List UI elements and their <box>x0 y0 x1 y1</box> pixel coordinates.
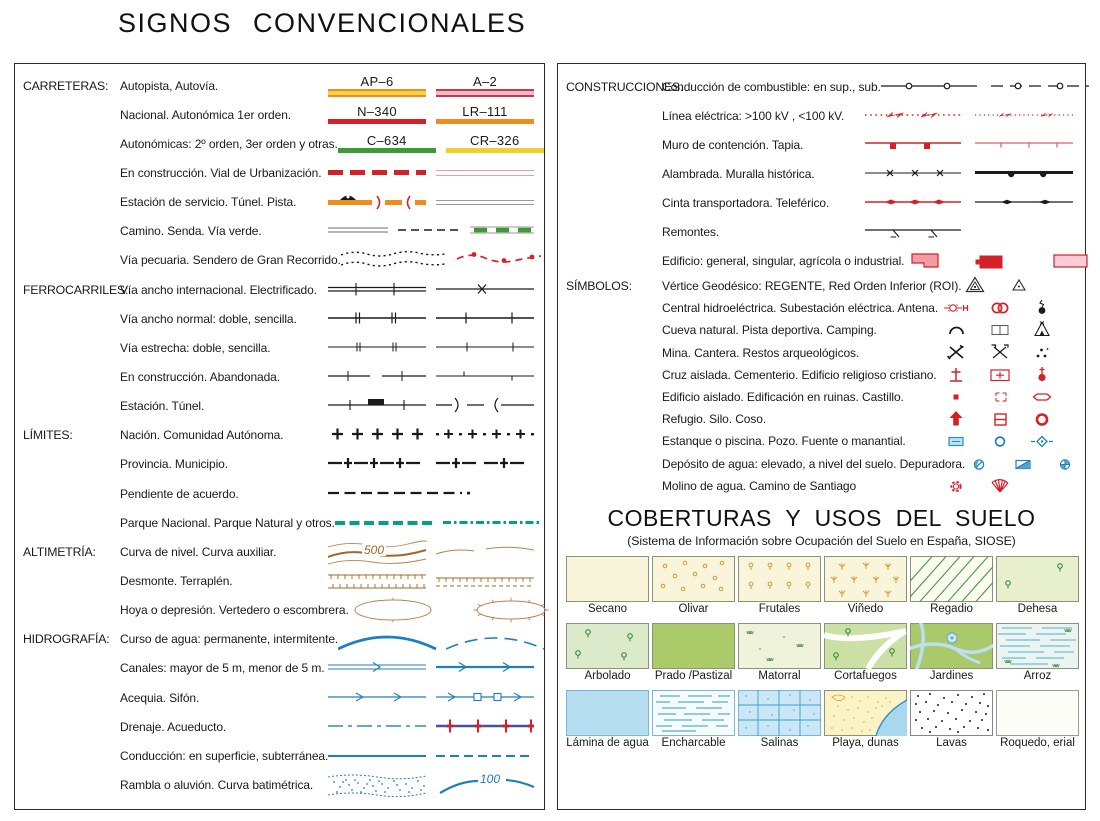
central-subestacion-antena-icon <box>942 297 1077 319</box>
remontes-symbol <box>865 218 1077 246</box>
category-altimetria: ALTIMETRÍA: <box>23 544 96 559</box>
row-parques: Parque Nacional. Parque Natural y otros. <box>23 508 538 537</box>
refugio-silo-coso-icon <box>942 408 1077 430</box>
landcover-cell-secano: Secano <box>566 556 649 615</box>
estacion-tunel-symbol <box>328 392 538 420</box>
landcover-cell-salinas: Salinas <box>738 690 821 749</box>
autonomicas-symbol <box>338 134 548 153</box>
cueva-pista-camping-icon <box>942 319 1077 341</box>
dehesa-swatch <box>996 556 1079 602</box>
row-edificio-aislado: Edificio aislado. Edificación en ruinas. Castillo. <box>566 386 1077 408</box>
alambrada-muralla-symbol <box>865 160 1077 188</box>
road-shield-lr111: LR–111 <box>462 104 508 120</box>
contour-label-500: 500 <box>364 542 385 557</box>
row-via-normal: Vía ancho normal: doble, sencilla. <box>23 304 538 333</box>
cruz-cementerio-religioso-icon <box>942 364 1077 386</box>
right-panel <box>557 63 1086 810</box>
landcover-cell-lavas: Lavas <box>910 690 993 749</box>
road-shield-n340: N–340 <box>357 104 397 120</box>
landcover-cell-arroz: Arroz <box>996 623 1079 682</box>
row-via-internacional: FERROCARRILES: Vía ancho internacional. Electrificado. <box>23 275 538 304</box>
via-estrecha-symbol <box>328 334 538 362</box>
road-shield-c634: C–634 <box>366 133 407 149</box>
row-autopista: CARRETERAS: Autopista, Autovía. AP–6 A–2 <box>23 71 538 100</box>
row-conduccion: Conducción: en superficie, subterránea. <box>23 741 538 770</box>
nacional-symbol <box>328 105 538 124</box>
landcover-cell-playa: Playa, dunas <box>824 690 907 749</box>
row-curvas-nivel: ALTIMETRÍA: Curva de nivel. Curva auxiliar. 500 <box>23 537 538 566</box>
category-construcciones: CONSTRUCCIONES: <box>566 79 684 94</box>
molino-santiago-icon <box>942 475 1077 497</box>
encharcable-swatch <box>652 690 735 736</box>
row-estanque: Estanque o piscina. Pozo. Fuente o manantial. <box>566 430 1077 452</box>
parque-nacional-natural-symbol <box>335 521 545 525</box>
muro-tapia-symbol <box>865 131 1077 159</box>
edificio-symbol <box>904 247 1100 275</box>
pendiente-acuerdo-symbol <box>328 480 538 508</box>
bathymetric-label-100: 100 <box>480 771 501 786</box>
row-combustible: CONSTRUCCIONES: Conducción de combustible: en sup., sub. <box>566 72 1077 101</box>
hoya-vertedero-symbol <box>349 596 559 624</box>
acequia-sifon-symbol <box>328 684 538 712</box>
prado-swatch <box>652 623 735 669</box>
deposito-depuradora-icon <box>965 453 1100 475</box>
landcover-title: COBERTURAS Y USOS DEL SUELO <box>607 504 1036 531</box>
vertice-geodesico-icon <box>961 275 1096 297</box>
category-simbolos: SÍMBOLOS: <box>566 279 632 294</box>
landcover-cell-dehesa: Dehesa <box>996 556 1079 615</box>
road-shield-a2: A–2 <box>472 73 498 89</box>
arbolado-swatch <box>566 623 649 669</box>
mina-cantera-restos-icon <box>942 342 1077 364</box>
row-drenaje: Drenaje. Acueducto. <box>23 712 538 741</box>
row-cruz: Cruz aislada. Cementerio. Edificio religioso cristiano. <box>566 364 1077 386</box>
row-provincia: Provincia. Municipio. <box>23 450 538 479</box>
limite-provincia-municipio-symbol <box>328 450 538 478</box>
curva-nivel-symbol <box>328 537 538 567</box>
row-molino: Molino de agua. Camino de Santiago <box>566 475 1077 497</box>
landcover-cell-encharcable: Encharcable <box>652 690 735 749</box>
row-desmonte: Desmonte. Terraplén. <box>23 566 538 595</box>
row-via-pecuaria: Vía pecuaria. Sendero de Gran Recorrido. <box>23 246 538 275</box>
row-deposito: Depósito de agua: elevado, a nivel del suelo. Depuradora. <box>566 453 1077 475</box>
cinta-teleferico-symbol <box>865 189 1077 217</box>
landcover-grid <box>566 556 1077 749</box>
canales-symbol <box>328 654 538 682</box>
row-via-estrecha: Vía estrecha: doble, sencilla. <box>23 333 538 362</box>
playa-dunas-swatch <box>824 690 907 736</box>
olivar-swatch <box>652 556 735 602</box>
conduccion-combustible-symbol <box>881 73 1093 101</box>
row-refugio: Refugio. Silo. Coso. <box>566 408 1077 430</box>
matorral-swatch <box>738 623 821 669</box>
row-alambrada: Alambrada. Muralla histórica. <box>566 159 1077 188</box>
row-vertice: SÍMBOLOS: Vértice Geodésico: REGENTE, Red Orden Inferior (ROI). <box>566 275 1077 297</box>
left-panel <box>14 63 545 810</box>
row-acequia: Acequia. Sifón. <box>23 683 538 712</box>
landcover-cell-cortafuegos: Cortafuegos <box>824 623 907 682</box>
landcover-cell-frutales: Frutales <box>738 556 821 615</box>
row-curso-agua: HIDROGRAFÍA: Curso de agua: permanente, intermitente. <box>23 625 538 654</box>
estanque-pozo-fuente-icon <box>942 430 1077 452</box>
row-nacional: Nacional. Autonómica 1er orden. N–340 LR–111 <box>23 100 538 129</box>
row-hoya: Hoya o depresión. Vertedero o escombrera. <box>23 596 538 625</box>
frutales-swatch <box>738 556 821 602</box>
arroz-swatch <box>996 623 1079 669</box>
drenaje-acueducto-symbol <box>328 713 538 741</box>
vinedo-swatch <box>824 556 907 602</box>
roquedo-erial-swatch <box>996 690 1079 736</box>
row-remontes: Remontes. <box>566 217 1077 246</box>
row-edificio: Edificio: general, singular, agrícola o industrial. <box>566 246 1077 275</box>
via-pecuaria-sendero-symbol <box>341 246 551 274</box>
row-cinta: Cinta transportadora. Teleférico. <box>566 188 1077 217</box>
rambla-batimetrica-symbol <box>328 769 538 801</box>
row-autonomicas: Autonómicas: 2º orden, 3er orden y otras. C–634 CR–326 <box>23 129 538 158</box>
row-muro: Muro de contención. Tapia. <box>566 130 1077 159</box>
landcover-cell-lamina: Lámina de agua <box>566 690 649 749</box>
landcover-cell-roquedo: Roquedo, erial <box>996 690 1079 749</box>
row-ffcc-construccion: En construcción. Abandonada. <box>23 362 538 391</box>
ffcc-construccion-abandonada-symbol <box>328 363 538 391</box>
category-limites: LÍMITES: <box>23 428 73 443</box>
camino-senda-viaverde-symbol <box>328 217 538 245</box>
jardines-swatch <box>910 623 993 669</box>
cortafuegos-swatch <box>824 623 907 669</box>
construccion-vial-symbol <box>328 170 538 176</box>
category-carreteras: CARRETERAS: <box>23 78 109 93</box>
aislado-ruinas-castillo-icon <box>942 386 1077 408</box>
limite-nacion-ccaa-symbol <box>328 421 538 449</box>
landcover-cell-arbolado: Arbolado <box>566 623 649 682</box>
row-en-construccion-vial: En construcción. Vial de Urbanización. <box>23 158 538 187</box>
row-canales: Canales: mayor de 5 m, menor de 5 m. <box>23 654 538 683</box>
landcover-cell-matorral: Matorral <box>738 623 821 682</box>
via-internacional-symbol <box>328 276 538 304</box>
landcover-cell-vinedo: Viñedo <box>824 556 907 615</box>
row-camino-senda: Camino. Senda. Vía verde. <box>23 217 538 246</box>
row-linea-electrica: Línea eléctrica: >100 kV , <100 kV. <box>566 101 1077 130</box>
row-pendiente: Pendiente de acuerdo. <box>23 479 538 508</box>
row-estacion-servicio: Estación de servicio. Túnel. Pista. <box>23 188 538 217</box>
road-shield-cr326: CR–326 <box>470 133 520 149</box>
salinas-swatch <box>738 690 821 736</box>
landcover-cell-olivar: Olivar <box>652 556 735 615</box>
landcover-cell-regadio: Regadio <box>910 556 993 615</box>
curso-agua-symbol <box>338 625 548 653</box>
desmonte-terraplen-symbol <box>328 567 538 595</box>
row-rambla: Rambla o aluvión. Curva batimétrica. 100 <box>23 770 538 799</box>
row-mina: Mina. Cantera. Restos arqueológicos. <box>566 342 1077 364</box>
lavas-swatch <box>910 690 993 736</box>
landcover-cell-jardines: Jardines <box>910 623 993 682</box>
estacion-servicio-tunel-pista-symbol <box>328 188 538 216</box>
landcover-cell-prado: Prado /Pastizal <box>652 623 735 682</box>
page-title: SIGNOS CONVENCIONALES <box>118 8 527 38</box>
row-nacion: LÍMITES: Nación. Comunidad Autónoma. <box>23 421 538 450</box>
row-estacion-tunel: Estación. Túnel. <box>23 392 538 421</box>
road-shield-ap6: AP–6 <box>360 73 394 89</box>
conduccion-symbol <box>328 755 538 758</box>
row-central: Central hidroeléctrica. Subestación eléctrica. Antena. <box>566 297 1077 319</box>
category-ferrocarriles: FERROCARRILES: <box>23 282 129 297</box>
regadio-swatch <box>910 556 993 602</box>
autopista-autovia-symbol <box>328 75 538 97</box>
lamina-agua-swatch <box>566 690 649 736</box>
linea-electrica-symbol <box>865 102 1077 130</box>
via-normal-symbol <box>328 305 538 333</box>
row-cueva: Cueva natural. Pista deportiva. Camping. <box>566 319 1077 341</box>
secano-swatch <box>566 556 649 602</box>
landcover-subtitle: (Sistema de Información sobre Ocupación del Suelo en España, SIOSE) <box>627 533 1016 548</box>
category-hidrografia: HIDROGRAFÍA: <box>23 632 110 647</box>
